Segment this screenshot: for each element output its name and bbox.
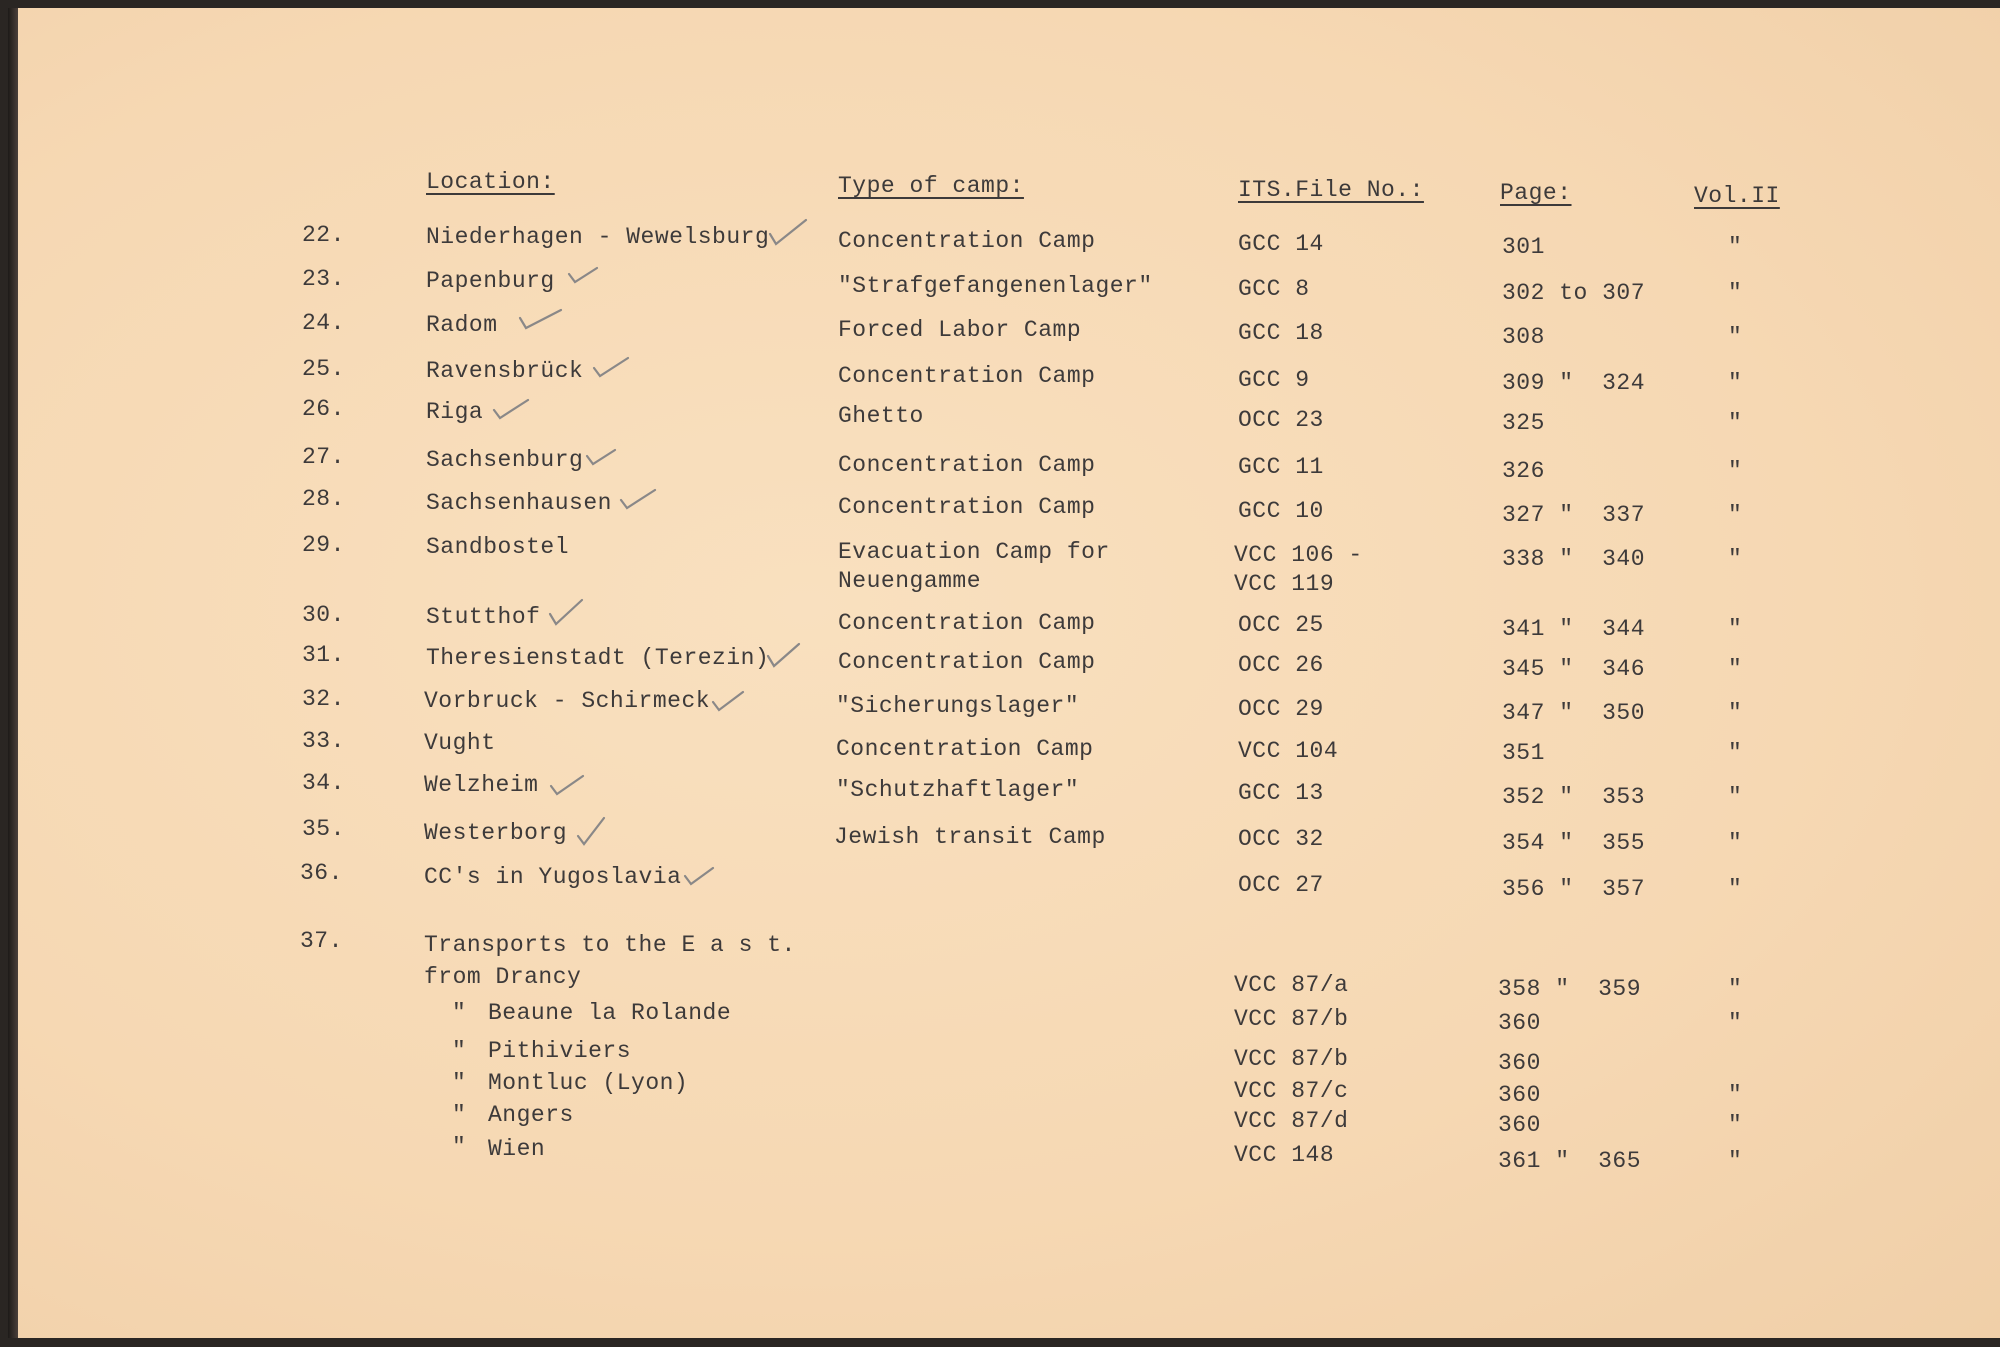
- row-page: 356 " 357: [1502, 876, 1646, 902]
- transport-file: VCC 87/c: [1234, 1078, 1349, 1104]
- transport-vol: ": [1728, 976, 1743, 1002]
- row-vol: ": [1728, 616, 1743, 642]
- row-page: 347 " 350: [1502, 700, 1646, 726]
- row-type: Concentration Camp: [838, 452, 1096, 478]
- check-mark-icon: [566, 264, 600, 286]
- header-page: Page:: [1500, 180, 1572, 206]
- header-vol: Vol.II: [1694, 183, 1780, 209]
- row-type: "Schutzhaftlager": [836, 777, 1080, 803]
- row-file: VCC 106 -: [1234, 542, 1363, 568]
- row-file: GCC 11: [1238, 454, 1324, 480]
- row-number: 23.: [302, 266, 345, 292]
- transport-page: 358 " 359: [1498, 976, 1642, 1002]
- row-location: Welzheim: [424, 772, 539, 798]
- row-type-continued: Neuengamme: [838, 568, 982, 594]
- row-location: Vorbruck - Schirmeck: [424, 688, 711, 714]
- row-vol: ": [1728, 656, 1743, 682]
- row-number: 26.: [302, 396, 345, 422]
- row-number: 29.: [302, 532, 345, 558]
- row-page: 325: [1502, 410, 1545, 436]
- row-type: "Sicherungslager": [836, 693, 1080, 719]
- row-file: GCC 10: [1238, 498, 1324, 524]
- row-page: 345 " 346: [1502, 656, 1646, 682]
- transport-location: Pithiviers: [488, 1038, 632, 1064]
- row-number: 37.: [300, 928, 343, 954]
- row-vol: ": [1728, 458, 1743, 484]
- row-number: 30.: [302, 602, 345, 628]
- header-file: ITS.File No.:: [1238, 177, 1424, 203]
- check-mark-icon: [764, 640, 802, 670]
- row-location: Radom: [426, 312, 498, 338]
- row-type: Concentration Camp: [838, 649, 1096, 675]
- transport-vol: ": [1728, 1082, 1743, 1108]
- row-type: Concentration Camp: [838, 363, 1096, 389]
- check-mark-icon: [618, 486, 658, 512]
- row-file: OCC 27: [1238, 872, 1324, 898]
- row-page: 351: [1502, 740, 1545, 766]
- row-file: VCC 104: [1238, 738, 1339, 764]
- page-binding-edge: [8, 8, 18, 1338]
- transport-file: VCC 148: [1234, 1142, 1335, 1168]
- check-mark-icon: [766, 216, 810, 248]
- row-page: 352 " 353: [1502, 784, 1646, 810]
- header-type: Type of camp:: [838, 173, 1024, 199]
- row-location: Westerborg: [424, 820, 568, 846]
- row-type: Concentration Camp: [838, 494, 1096, 520]
- transport-file: VCC 87/b: [1234, 1046, 1349, 1072]
- row-file: GCC 8: [1238, 276, 1310, 302]
- row-number: 24.: [302, 310, 345, 336]
- row-type: Ghetto: [838, 403, 924, 429]
- transport-vol: ": [1728, 1112, 1743, 1138]
- row-page: 326: [1502, 458, 1545, 484]
- row-file: OCC 32: [1238, 826, 1324, 852]
- transport-file: VCC 87/d: [1234, 1108, 1349, 1134]
- row-page: 309 " 324: [1502, 370, 1646, 396]
- row-type: Jewish transit Camp: [834, 824, 1106, 850]
- transport-location: Wien: [488, 1136, 546, 1162]
- row-location: Riga: [426, 399, 484, 425]
- transport-page: 360: [1498, 1112, 1541, 1138]
- transport-vol: ": [1728, 1010, 1743, 1036]
- row-page: 301: [1502, 234, 1545, 260]
- transport-ditto: ": [452, 1038, 467, 1064]
- row-number: 25.: [302, 356, 345, 382]
- transport-location: Angers: [488, 1102, 574, 1128]
- row-number: 31.: [302, 642, 345, 668]
- row-page: 354 " 355: [1502, 830, 1646, 856]
- check-mark-icon: [590, 354, 630, 380]
- transport-page: 360: [1498, 1050, 1541, 1076]
- transport-location: Beaune la Rolande: [488, 1000, 732, 1026]
- row-location: Niederhagen - Wewelsburg: [426, 224, 770, 250]
- check-mark-icon: [548, 772, 586, 798]
- row-page: 302 to 307: [1502, 280, 1646, 306]
- check-mark-icon: [584, 446, 618, 468]
- document-page: [8, 8, 2000, 1338]
- row-location: Sachsenhausen: [426, 490, 612, 516]
- row-page: 327 " 337: [1502, 502, 1646, 528]
- row-vol: ": [1728, 830, 1743, 856]
- row-location: Sachsenburg: [426, 447, 584, 473]
- transport-ditto: ": [452, 1102, 467, 1128]
- row-location: CC's in Yugoslavia: [424, 864, 682, 890]
- transport-page: 361 " 365: [1498, 1148, 1642, 1174]
- row-vol: ": [1728, 740, 1743, 766]
- row-location: Ravensbrück: [426, 358, 584, 384]
- row-type: Concentration Camp: [838, 610, 1096, 636]
- transport-file: VCC 87/b: [1234, 1006, 1349, 1032]
- row-number: 35.: [302, 816, 345, 842]
- row-file: GCC 9: [1238, 367, 1310, 393]
- transports-title: Transports to the E a s t.: [424, 932, 796, 958]
- transport-page: 360: [1498, 1010, 1541, 1036]
- row-vol: ": [1728, 502, 1743, 528]
- row-vol: ": [1728, 784, 1743, 810]
- transport-file: VCC 87/a: [1234, 972, 1349, 998]
- row-page: 341 " 344: [1502, 616, 1646, 642]
- row-number: 27.: [302, 444, 345, 470]
- row-vol: ": [1728, 410, 1743, 436]
- transport-vol: ": [1728, 1148, 1743, 1174]
- row-file: OCC 29: [1238, 696, 1324, 722]
- check-mark-icon: [710, 688, 746, 714]
- row-file: GCC 14: [1238, 231, 1324, 257]
- row-number: 22.: [302, 222, 345, 248]
- row-file-continued: VCC 119: [1234, 571, 1335, 597]
- row-vol: ": [1728, 876, 1743, 902]
- row-type: Concentration Camp: [838, 228, 1096, 254]
- check-mark-icon: [574, 814, 608, 848]
- row-type: Concentration Camp: [836, 736, 1094, 762]
- row-number: 34.: [302, 770, 345, 796]
- row-location: Sandbostel: [426, 534, 570, 560]
- row-location: Theresienstadt (Terezin): [426, 645, 770, 671]
- row-vol: ": [1728, 234, 1743, 260]
- row-vol: ": [1728, 280, 1743, 306]
- row-vol: ": [1728, 700, 1743, 726]
- row-file: GCC 13: [1238, 780, 1324, 806]
- row-page: 338 " 340: [1502, 546, 1646, 572]
- row-location: Papenburg: [426, 268, 555, 294]
- check-mark-icon: [490, 396, 530, 422]
- row-number: 28.: [302, 486, 345, 512]
- header-location: Location:: [426, 169, 555, 195]
- row-vol: ": [1728, 370, 1743, 396]
- row-vol: ": [1728, 324, 1743, 350]
- row-location: Vught: [424, 730, 496, 756]
- transport-location: Montluc (Lyon): [488, 1070, 689, 1096]
- check-mark-icon: [516, 306, 564, 332]
- transport-page: 360: [1498, 1082, 1541, 1108]
- row-number: 32.: [302, 686, 345, 712]
- row-page: 308: [1502, 324, 1545, 350]
- row-location: Stutthof: [426, 604, 541, 630]
- row-type: Forced Labor Camp: [838, 317, 1082, 343]
- row-number: 33.: [302, 728, 345, 754]
- transport-ditto: ": [452, 1134, 467, 1160]
- row-vol: ": [1728, 546, 1743, 572]
- row-file: OCC 23: [1238, 407, 1324, 433]
- row-type: Evacuation Camp for: [838, 539, 1110, 565]
- transport-location: from Drancy: [424, 964, 582, 990]
- check-mark-icon: [546, 596, 586, 628]
- row-number: 36.: [300, 860, 343, 886]
- row-type: "Strafgefangenenlager": [838, 273, 1153, 299]
- check-mark-icon: [682, 864, 716, 888]
- transport-ditto: ": [452, 1000, 467, 1026]
- row-file: OCC 26: [1238, 652, 1324, 678]
- transport-ditto: ": [452, 1070, 467, 1096]
- row-file: OCC 25: [1238, 612, 1324, 638]
- row-file: GCC 18: [1238, 320, 1324, 346]
